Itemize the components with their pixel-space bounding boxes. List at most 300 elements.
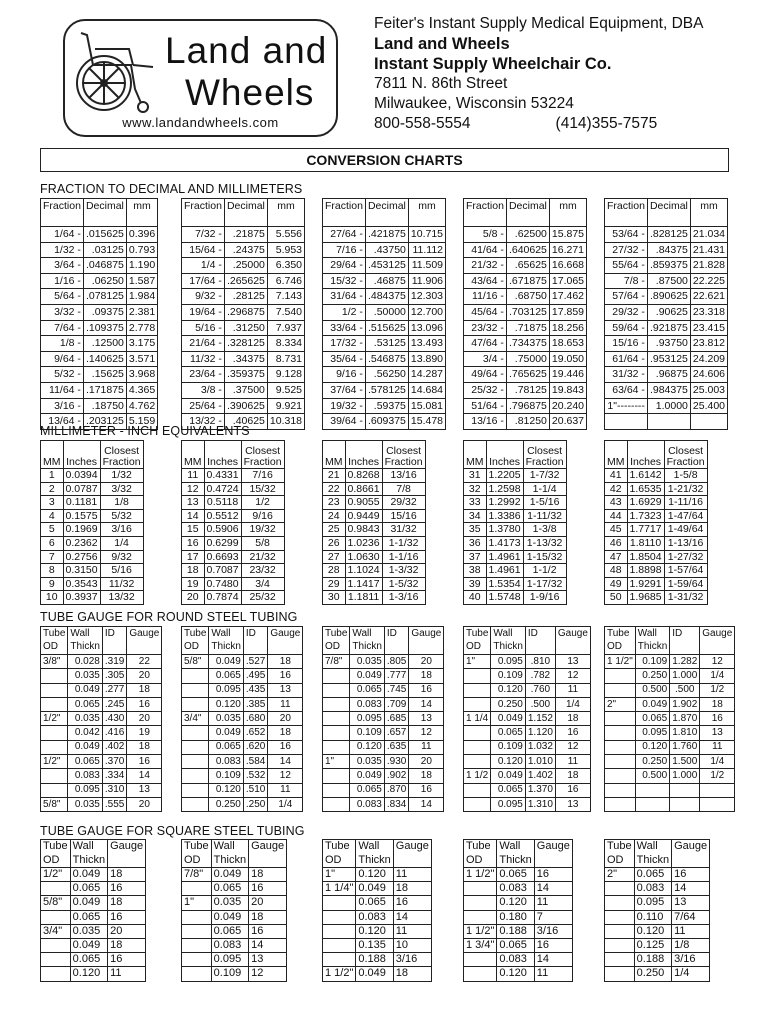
- wall-cell: 0.065: [70, 910, 107, 924]
- fraction-cell: 13/64 -: [41, 414, 84, 430]
- gauge-cell: 16: [249, 882, 287, 896]
- table-row: [41, 242, 158, 258]
- table-row: [605, 910, 710, 924]
- decimal-cell: .390625: [224, 398, 267, 414]
- mm-cell: 16.668: [549, 258, 586, 274]
- id-cell: .652: [243, 726, 267, 740]
- id-cell: .305: [102, 669, 126, 683]
- wall-cell: 0.120: [70, 967, 107, 981]
- fraction-value: 29/32: [382, 496, 425, 510]
- table-row: [464, 367, 587, 383]
- table-row: [182, 304, 305, 320]
- column-header: Fraction: [182, 199, 225, 227]
- mm-value: 7: [41, 550, 64, 564]
- mm-table: [463, 440, 567, 605]
- mm-value: 36: [464, 536, 487, 550]
- mm-cell: 19.050: [549, 351, 586, 367]
- table-row: [323, 697, 444, 711]
- square-tubing-table: [181, 839, 287, 982]
- id-cell: .319: [102, 655, 126, 669]
- table-row: [605, 655, 735, 669]
- id-cell: .760: [525, 683, 555, 697]
- decimal-cell: .12500: [83, 336, 126, 352]
- mm-cell: 24.606: [690, 367, 727, 383]
- table-row: [323, 523, 426, 537]
- mm-value: 48: [605, 564, 628, 578]
- mm-value: 50: [605, 591, 628, 605]
- gauge-cell: 18: [700, 697, 735, 711]
- inch-value: 1.1811: [345, 591, 382, 605]
- table-row: [182, 740, 303, 754]
- mm-value: 41: [605, 469, 628, 483]
- table-row: [464, 273, 587, 289]
- id-cell: .709: [384, 697, 408, 711]
- table-row: [41, 351, 158, 367]
- tube-od-cell: [41, 882, 71, 896]
- mm-cell: 21.828: [690, 258, 727, 274]
- id-cell: .745: [384, 683, 408, 697]
- column-header: ID: [102, 627, 126, 655]
- logo-url[interactable]: www.landandwheels.com: [122, 115, 279, 130]
- decimal-cell: .68750: [506, 289, 549, 305]
- table-row: [464, 550, 567, 564]
- square-tubing-table: [40, 839, 146, 982]
- fraction-label: Fraction: [102, 456, 141, 468]
- table-row: [464, 755, 591, 769]
- table-row: [41, 227, 158, 243]
- thickn-label: Thickn: [637, 641, 668, 652]
- decimal-cell: .515625: [365, 320, 408, 336]
- column-header: Inches: [345, 441, 382, 469]
- column-header: [182, 627, 209, 655]
- gauge-cell: 16: [409, 683, 444, 697]
- table-row: [41, 669, 162, 683]
- wall-cell: 0.095: [350, 712, 384, 726]
- table-row: [464, 351, 587, 367]
- fraction-label: Fraction: [384, 456, 423, 468]
- id-cell: .584: [243, 755, 267, 769]
- fraction-value: 5/16: [100, 564, 143, 578]
- table-row: [323, 469, 426, 483]
- mm-value: 2: [41, 482, 64, 496]
- gauge-cell: 18: [409, 769, 444, 783]
- wall-cell: 0.250: [634, 967, 671, 981]
- wall-cell: 0.095: [211, 953, 248, 967]
- inch-value: 0.5118: [204, 496, 241, 510]
- fraction-table: [322, 198, 446, 430]
- wall-cell: 0.035: [68, 712, 102, 726]
- fraction-value: 1-47/64: [664, 509, 707, 523]
- mm-value: 1: [41, 469, 64, 483]
- fraction-cell: 13/16 -: [464, 414, 507, 430]
- tube-label: Tube: [43, 628, 66, 639]
- fraction-cell: [605, 414, 648, 430]
- thickn-label: Thickn: [72, 853, 106, 866]
- inch-value: 0.5906: [204, 523, 241, 537]
- table-row: [464, 523, 567, 537]
- tube-od-cell: 3/4": [41, 924, 71, 938]
- gauge-cell: 18: [127, 740, 162, 754]
- od-label: OD: [607, 641, 622, 652]
- table-row: [605, 273, 728, 289]
- column-header: [605, 840, 635, 868]
- mm-cell: 25.003: [690, 382, 727, 398]
- table-row: [41, 320, 158, 336]
- table-row: [182, 697, 303, 711]
- table-row: [41, 496, 144, 510]
- column-header: [382, 441, 425, 469]
- round-tubing-table: [604, 626, 735, 812]
- table-row: [605, 496, 708, 510]
- id-cell: .277: [102, 683, 126, 697]
- fraction-cell: 49/64 -: [464, 367, 507, 383]
- column-header: [323, 627, 350, 655]
- decimal-cell: .06250: [83, 273, 126, 289]
- mm-cell: 9.128: [267, 367, 304, 383]
- gauge-cell: 14: [268, 755, 303, 769]
- tube-od-cell: [323, 683, 350, 697]
- table-row: [605, 591, 708, 605]
- wall-cell: 0.049: [70, 868, 107, 882]
- wall-cell: 0.065: [356, 896, 393, 910]
- mm-value: 33: [464, 496, 487, 510]
- table-row: [323, 482, 426, 496]
- table-row: [182, 967, 287, 981]
- mm-value: 5: [41, 523, 64, 537]
- gauge-cell: 18: [409, 669, 444, 683]
- table-row: [323, 868, 432, 882]
- table-row: [605, 351, 728, 367]
- decimal-cell: .25000: [224, 258, 267, 274]
- fraction-value: 1-11/32: [523, 509, 566, 523]
- column-header: [350, 627, 384, 655]
- mm-cell: 0.793: [126, 242, 157, 258]
- table-row: [182, 398, 305, 414]
- table-row: [41, 564, 144, 578]
- square-tubing-table: [604, 839, 710, 982]
- table-row: [323, 536, 426, 550]
- fraction-cell: 5/64 -: [41, 289, 84, 305]
- wall-cell: 0.065: [70, 882, 107, 896]
- fraction-value: 1-9/16: [523, 591, 566, 605]
- mm-cell: 11.509: [408, 258, 445, 274]
- gauge-cell: 20: [409, 755, 444, 769]
- table-row: [323, 938, 432, 952]
- wall-cell: 0.035: [68, 669, 102, 683]
- decimal-cell: .046875: [83, 258, 126, 274]
- table-row: [41, 591, 144, 605]
- table-row: [182, 669, 303, 683]
- id-cell: [670, 783, 700, 797]
- inch-value: 0.3543: [63, 577, 100, 591]
- table-row: [323, 382, 446, 398]
- wall-cell: 0.188: [497, 924, 534, 938]
- mm-value: 46: [605, 536, 628, 550]
- decimal-cell: .15625: [83, 367, 126, 383]
- fraction-cell: 51/64 -: [464, 398, 507, 414]
- table-row: [605, 398, 728, 414]
- wall-cell: 0.065: [209, 669, 243, 683]
- mm-value: 38: [464, 564, 487, 578]
- tube-od-cell: [41, 910, 71, 924]
- tube-od-cell: [323, 769, 350, 783]
- table-row: [323, 896, 432, 910]
- tube-od-cell: [323, 896, 356, 910]
- wall-cell: 0.250: [635, 669, 669, 683]
- tube-od-cell: 1 1/2": [605, 655, 636, 669]
- fraction-value: 25/32: [241, 591, 284, 605]
- table-row: [41, 896, 146, 910]
- square-tubing-table: [322, 839, 432, 982]
- wall-cell: 0.109: [350, 726, 384, 740]
- table-row: [323, 769, 444, 783]
- tube-od-cell: [323, 953, 356, 967]
- decimal-cell: .296875: [224, 304, 267, 320]
- gauge-cell: 16: [555, 726, 590, 740]
- table-row: [464, 227, 587, 243]
- wall-cell: 0.035: [350, 655, 384, 669]
- table-row: [182, 523, 285, 537]
- decimal-cell: .015625: [83, 227, 126, 243]
- gauge-cell: 20: [127, 797, 162, 811]
- column-header: MM: [41, 441, 64, 469]
- decimal-cell: .484375: [365, 289, 408, 305]
- mm-cell: 12.700: [408, 304, 445, 320]
- table-row: [464, 669, 591, 683]
- page-title: CONVERSION CHARTS: [40, 148, 729, 172]
- mm-cell: 17.462: [549, 289, 586, 305]
- column-header: [211, 840, 248, 868]
- table-row: [41, 726, 162, 740]
- table-row: [605, 669, 735, 683]
- fraction-value: 1-3/32: [382, 564, 425, 578]
- mm-cell: 23.812: [690, 336, 727, 352]
- wall-label: Wall: [499, 840, 521, 852]
- id-cell: 1.010: [525, 755, 555, 769]
- decimal-cell: .71875: [506, 320, 549, 336]
- tube-od-cell: [464, 740, 491, 754]
- inch-value: 1.7717: [627, 523, 664, 537]
- mm-cell: 17.065: [549, 273, 586, 289]
- tube-od-cell: [605, 669, 636, 683]
- gauge-cell: 12: [555, 669, 590, 683]
- table-row: [464, 482, 567, 496]
- column-header: [635, 627, 669, 655]
- id-cell: .385: [243, 697, 267, 711]
- fraction-value: 1-5/16: [523, 496, 566, 510]
- id-cell: .782: [525, 669, 555, 683]
- table-row: [464, 320, 587, 336]
- gauge-cell: 7: [534, 910, 572, 924]
- table-row: [464, 564, 567, 578]
- tube-od-cell: 1 1/2": [323, 967, 356, 981]
- column-header: Inches: [627, 441, 664, 469]
- id-cell: .500: [670, 683, 700, 697]
- tube-label: Tube: [325, 628, 348, 639]
- tube-od-cell: [182, 726, 209, 740]
- gauge-cell: 11: [268, 697, 303, 711]
- wall-cell: 0.135: [356, 938, 393, 952]
- mm-value: 32: [464, 482, 487, 496]
- tube-od-cell: [182, 924, 212, 938]
- fraction-cell: 29/32 -: [605, 304, 648, 320]
- fraction-value: 1-1/32: [382, 536, 425, 550]
- table-row: [323, 227, 446, 243]
- table-row: [323, 783, 444, 797]
- inch-value: 1.3780: [486, 523, 523, 537]
- mm-cell: 13.493: [408, 336, 445, 352]
- inch-value: 1.8898: [627, 564, 664, 578]
- mm-table: [40, 440, 144, 605]
- fraction-cell: 15/16 -: [605, 336, 648, 352]
- table-row: [182, 683, 303, 697]
- id-cell: [670, 797, 700, 811]
- gauge-cell: 10: [393, 938, 431, 952]
- id-cell: 1.310: [525, 797, 555, 811]
- id-cell: .930: [384, 755, 408, 769]
- table-row: [464, 896, 573, 910]
- header-company2: Instant Supply Wheelchair Co.: [374, 55, 612, 73]
- inch-value: 1.2205: [486, 469, 523, 483]
- decimal-cell: .81250: [506, 414, 549, 430]
- gauge-cell: 20: [127, 669, 162, 683]
- fraction-value: 3/16: [100, 523, 143, 537]
- header-company: Land and Wheels: [374, 35, 510, 53]
- wall-cell: 0.065: [350, 683, 384, 697]
- mm-cell: 17.859: [549, 304, 586, 320]
- table-row: [323, 320, 446, 336]
- fraction-cell: 13/32 -: [182, 414, 225, 430]
- fraction-value: 23/32: [241, 564, 284, 578]
- wall-cell: 0.250: [209, 797, 243, 811]
- column-header: [70, 840, 107, 868]
- inch-value: 1.1417: [345, 577, 382, 591]
- column-header: mm: [549, 199, 586, 227]
- inch-value: 1.4961: [486, 550, 523, 564]
- table-row: [323, 564, 426, 578]
- gauge-cell: 3/16: [534, 924, 572, 938]
- table-row: [323, 509, 426, 523]
- table-row: [605, 967, 710, 981]
- gauge-cell: 11: [393, 868, 431, 882]
- gauge-cell: 14: [393, 910, 431, 924]
- mm-cell: 10.318: [267, 414, 304, 430]
- mm-value: 6: [41, 536, 64, 550]
- gauge-cell: 20: [268, 712, 303, 726]
- fraction-cell: 7/8 -: [605, 273, 648, 289]
- tube-label: Tube: [325, 840, 350, 852]
- fraction-value: 1-13/32: [523, 536, 566, 550]
- table-row: [41, 289, 158, 305]
- gauge-cell: 1/4: [555, 697, 590, 711]
- table-row: [41, 740, 162, 754]
- table-row: [41, 783, 162, 797]
- table-row: [464, 577, 567, 591]
- wall-cell: 0.035: [70, 924, 107, 938]
- decimal-cell: .203125: [83, 414, 126, 430]
- decimal-cell: .18750: [83, 398, 126, 414]
- column-header: [182, 840, 212, 868]
- column-header: [523, 441, 566, 469]
- tube-od-cell: [605, 953, 635, 967]
- decimal-cell: .75000: [506, 351, 549, 367]
- tube-od-cell: [182, 769, 209, 783]
- decimal-cell: .171875: [83, 382, 126, 398]
- column-header: [634, 840, 671, 868]
- table-row: [323, 242, 446, 258]
- inch-value: 0.6299: [204, 536, 241, 550]
- table-row: [464, 967, 573, 981]
- gauge-cell: 1/2: [700, 769, 735, 783]
- fraction-value: 19/32: [241, 523, 284, 537]
- table-row: [182, 938, 287, 952]
- logo-text-line2: Wheels: [185, 72, 315, 113]
- mm-cell: 12.303: [408, 289, 445, 305]
- mm-value: 24: [323, 509, 346, 523]
- decimal-cell: .37500: [224, 382, 267, 398]
- table-row: [464, 258, 587, 274]
- decimal-cell: .93750: [647, 336, 690, 352]
- table-row: [41, 398, 158, 414]
- fraction-cell: 3/8 -: [182, 382, 225, 398]
- id-cell: 1.760: [670, 740, 700, 754]
- table-row: [41, 482, 144, 496]
- fraction-cell: 39/64 -: [323, 414, 366, 430]
- fraction-cell: 1/4 -: [182, 258, 225, 274]
- tube-od-cell: [605, 910, 635, 924]
- wall-cell: 0.083: [209, 755, 243, 769]
- fraction-cell: 25/64 -: [182, 398, 225, 414]
- table-row: [182, 367, 305, 383]
- table-row: [41, 469, 144, 483]
- table-row: [464, 469, 567, 483]
- tube-od-cell: [464, 797, 491, 811]
- table-row: [323, 712, 444, 726]
- id-cell: .680: [243, 712, 267, 726]
- table-row: [323, 953, 432, 967]
- mm-cell: 15.478: [408, 414, 445, 430]
- id-cell: .245: [102, 697, 126, 711]
- decimal-cell: .28125: [224, 289, 267, 305]
- id-cell: .902: [384, 769, 408, 783]
- tube-od-cell: [605, 924, 635, 938]
- table-row: [182, 755, 303, 769]
- table-row: [464, 953, 573, 967]
- gauge-cell: 14: [409, 797, 444, 811]
- gauge-cell: 18: [249, 868, 287, 882]
- table-row: [605, 769, 735, 783]
- gauge-cell: 16: [555, 783, 590, 797]
- gauge-cell: 16: [127, 755, 162, 769]
- gauge-cell: 13: [555, 797, 590, 811]
- fraction-cell: 17/32 -: [323, 336, 366, 352]
- table-row: [182, 655, 303, 669]
- square-tubing-table: [463, 839, 573, 982]
- wall-cell: 0.065: [211, 924, 248, 938]
- wall-label: Wall: [72, 840, 94, 852]
- gauge-cell: 14: [672, 882, 710, 896]
- table-row: [605, 868, 710, 882]
- mm-value: 21: [323, 469, 346, 483]
- id-cell: .510: [243, 783, 267, 797]
- fraction-table: [40, 198, 158, 430]
- tube-od-cell: [323, 669, 350, 683]
- wall-cell: 0.049: [491, 769, 525, 783]
- table-row: [41, 550, 144, 564]
- wall-cell: 0.083: [634, 882, 671, 896]
- table-row: [464, 769, 591, 783]
- inch-value: 1.0630: [345, 550, 382, 564]
